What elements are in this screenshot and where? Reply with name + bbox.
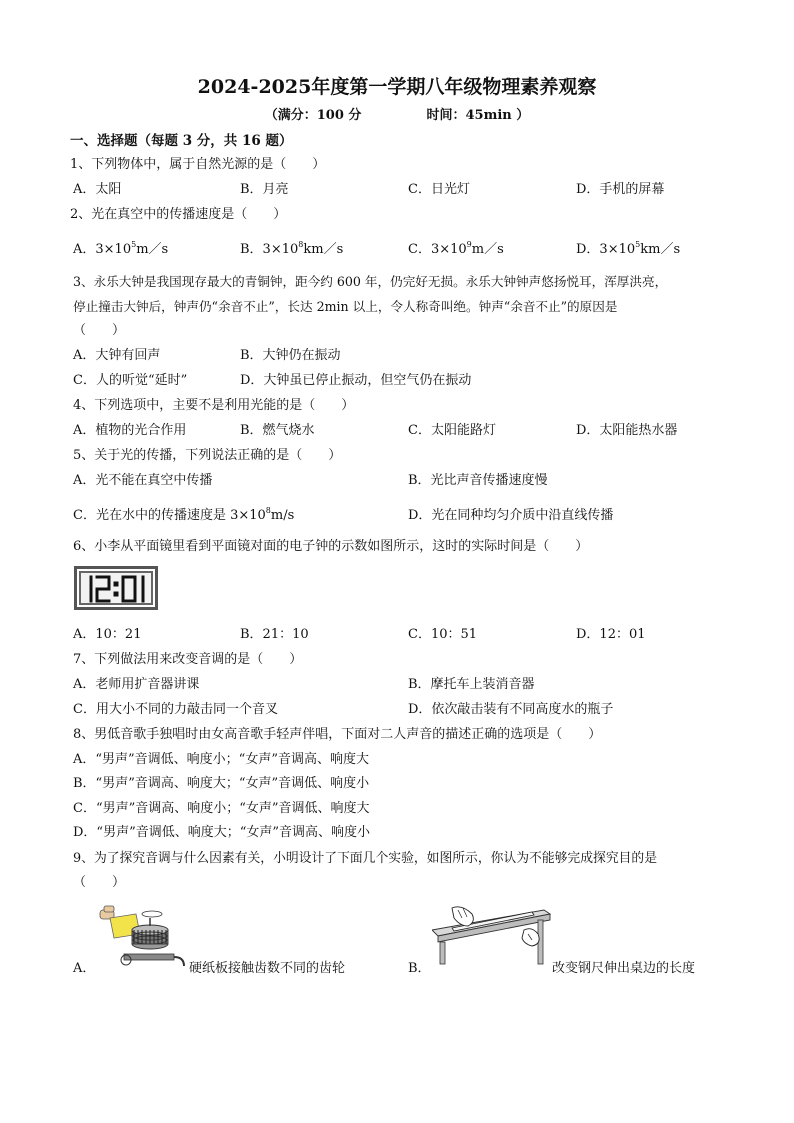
- q7-option-d[interactable]: D．依次敲击装有不同高度水的瓶子: [408, 702, 614, 717]
- q3-stem-line3: （ ）: [73, 323, 126, 338]
- q3-option-a[interactable]: A．大钟有回声: [73, 348, 161, 363]
- q1-option-a[interactable]: A．太阳: [73, 182, 122, 197]
- q9-stem-line1: 9、为了探究音调与什么因素有关，小明设计了下面几个实验，如图所示，你认为不能够完成探究目的是: [73, 851, 658, 866]
- q6-option-c[interactable]: C．10：51: [408, 627, 478, 642]
- q7-option-c[interactable]: C．用大小不同的力敲击同一个音叉: [73, 702, 278, 717]
- q7-option-b[interactable]: B．摩托车上装消音器: [408, 677, 535, 692]
- q2-option-a[interactable]: A．$3\times 10^5m/s$: [73, 240, 169, 257]
- q4-option-d[interactable]: D．太阳能热水器: [576, 423, 678, 438]
- q7-option-a[interactable]: A．老师用扩音器讲课: [73, 677, 200, 692]
- q9-option-b-label[interactable]: B．: [408, 961, 431, 976]
- q9-stem-line2: （ ）: [73, 875, 126, 890]
- gear-cardboard-figure: [96, 900, 188, 972]
- clock-digits: [83, 574, 151, 604]
- q5-stem: 5、关于光的传播，下列说法正确的是（ ）: [73, 448, 342, 463]
- q5-option-b[interactable]: B．光比声音传播速度慢: [408, 473, 548, 488]
- q1-option-d[interactable]: D．手机的屏幕: [576, 182, 665, 197]
- q8-option-d[interactable]: D．“男声”音调低、响度大；“女声”音调高、响度小: [73, 825, 371, 840]
- q3-option-d[interactable]: D．大钟虽已停止振动，但空气仍在振动: [240, 373, 472, 388]
- q8-stem: 8、男低音歌手独唱时由女高音歌手轻声伴唱，下面对二人声音的描述正确的选项是（ ）: [73, 727, 602, 742]
- q2-option-d[interactable]: D．$3\times 10^5km/s$: [576, 240, 681, 257]
- q6-stem: 6、小李从平面镜里看到平面镜对面的电子钟的示数如图所示，这时的实际时间是（ ）: [73, 539, 589, 554]
- q8-option-b[interactable]: B．“男声”音调高、响度大；“女声”音调低、响度小: [73, 776, 370, 791]
- q4-option-a[interactable]: A．植物的光合作用: [73, 423, 187, 438]
- q5-option-d[interactable]: D．光在同种均匀介质中沿直线传播: [408, 508, 614, 523]
- q2-stem: 2、光在真空中的传播速度是（ ）: [70, 207, 287, 222]
- q8-option-a[interactable]: A．“男声”音调低、响度小；“女声”音调高、响度大: [73, 752, 369, 767]
- page-title: 2024-2025年度第一学期八年级物理素养观察: [197, 76, 597, 98]
- ruler-table-figure: [432, 900, 552, 966]
- q5-option-a[interactable]: A．光不能在真空中传播: [73, 473, 213, 488]
- q4-stem: 4、下列选项中，主要不是利用光能的是（ ）: [73, 398, 355, 413]
- full-score: （满分：100 分: [264, 108, 362, 123]
- q6-option-d[interactable]: D．12：01: [576, 627, 646, 642]
- q9-option-a-text[interactable]: 硬纸板接触齿数不同的齿轮: [189, 961, 346, 976]
- q2-option-b[interactable]: B．$3\times 10^8km/s$: [240, 240, 344, 257]
- q8-option-c[interactable]: C．“男声”音调高、响度小；“女声”音调低、响度大: [73, 801, 370, 816]
- q1-stem: 1、下列物体中，属于自然光源的是（ ）: [70, 157, 326, 172]
- q3-option-b[interactable]: B．大钟仍在振动: [240, 348, 341, 363]
- q3-stem-line1: 3、永乐大钟是我国现存最大的青铜钟，距今约 600 年，仍完好无损。永乐大钟钟声悠扬悦耳，浑厚洪亮，: [73, 274, 668, 289]
- q5-option-c[interactable]: C．光在水中的传播速度是 $3\times 10^8m/s$: [73, 506, 295, 523]
- q7-stem: 7、下列做法用来改变音调的是（ ）: [73, 652, 303, 667]
- q3-stem-line2: 停止撞击大钟后，钟声仍“余音不止”，长达 2min 以上，令人称奇叫绝。钟声“余音不止”的原因是: [73, 299, 618, 314]
- q2-option-c[interactable]: C．$3\times 10^9m/s$: [408, 240, 504, 257]
- section-heading: 一、选择题（每题 3 分，共 16 题）: [70, 133, 293, 149]
- q1-option-c[interactable]: C．日光灯: [408, 182, 470, 197]
- q4-option-c[interactable]: C．太阳能路灯: [408, 423, 496, 438]
- digital-clock-figure: [74, 566, 158, 610]
- q9-option-b-text[interactable]: 改变钢尺伸出桌边的长度: [552, 961, 696, 976]
- exam-info: [0, 104, 794, 123]
- exam-time: 时间：45min ）: [426, 108, 530, 123]
- q3-option-c[interactable]: C．人的听觉“延时”: [73, 373, 188, 388]
- q1-option-b[interactable]: B．月亮: [240, 182, 289, 197]
- q4-option-b[interactable]: B．燃气烧水: [240, 423, 315, 438]
- q6-option-a[interactable]: A．10：21: [73, 627, 142, 642]
- q9-option-a-label[interactable]: A．: [73, 961, 96, 976]
- q6-option-b[interactable]: B．21：10: [240, 627, 309, 642]
